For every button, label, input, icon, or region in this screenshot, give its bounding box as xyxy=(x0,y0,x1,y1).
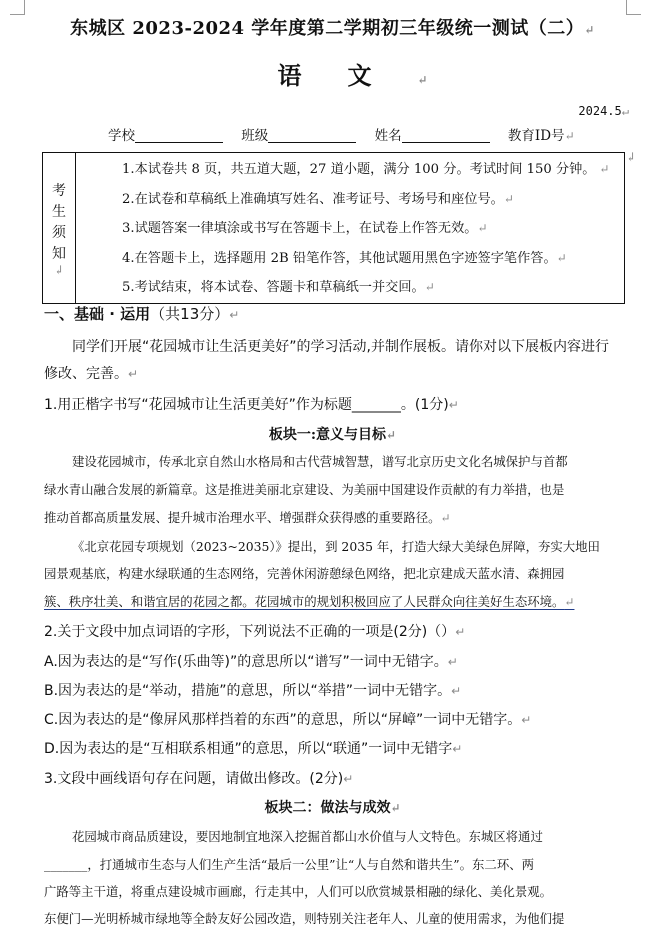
block1-paragraph-line: 建设花园城市，传承北京自然山水格局和古代营城智慧，谱写北京历史文化名城保护与首都 xyxy=(72,454,568,469)
name-field[interactable]: 姓名 xyxy=(375,124,490,144)
option-c: C.因为表达的是“像屏风那样挡着的东西”的意思，所以“屏嶂”一词中无错字。↵ xyxy=(44,712,532,728)
question-1: 1.用正楷字书写“花园城市让生活更美好”作为标题_______。(1分)↵ xyxy=(44,397,459,413)
student-info-fields xyxy=(108,124,575,144)
block1-paragraph-line: 推动首都高质量发展、提升城市治理水平、增强群众获得感的重要路径。↵ xyxy=(44,510,451,525)
notice-item: 1.本试卷共 8 页，共五道大题，27 道小题，满分 100 分。考试时间 150 分钟。 ↵ xyxy=(122,162,610,177)
block1-paragraph-line: 《北京花园专项规划（2023~2035）》提出，到 2035 年，打造大绿大美绿色屏障，夯实大地田 xyxy=(72,539,600,554)
block1-title: 板块一:意义与目标↵ xyxy=(268,427,397,443)
question-2: 2.关于文段中加点词语的字形，下列说法不正确的一项是(2分)（）↵ xyxy=(44,624,466,640)
intro-paragraph-cont: 修改、完善。↵ xyxy=(44,366,139,382)
block1-paragraph-line: 绿水青山融合发展的新篇章。这是推进美丽北京建设、为美丽中国建设作贡献的有力举措，也是 xyxy=(44,482,565,497)
notice-items xyxy=(76,153,625,304)
option-a: A.因为表达的是“写作(乐曲等)”的意思所以“谱写”一词中无错字。↵ xyxy=(44,654,458,670)
notice-item: 3.试题答案一律填涂或书写在答题卡上，在试卷上作答无效。↵ xyxy=(122,221,488,236)
exam-date: 2024.5↵ xyxy=(578,104,629,118)
notice-item: 4.在答题卡上，选择题用 2B 铅笔作答，其他试题用黑色字迹签字笔作答。↵ xyxy=(122,250,567,266)
option-b: B.因为表达的是“举动，措施”的意思，所以“举措”一词中无错字。↵ xyxy=(44,683,462,699)
block2-paragraph-line: 花园城市商品质建设，要因地制宜地深入挖掘首都山水价值与人文特色。东城区将通过 xyxy=(72,829,543,844)
page-corner-mark xyxy=(626,0,641,15)
exam-notice-table xyxy=(42,152,625,304)
subject-title: 语文↵ xyxy=(277,61,428,90)
block1-paragraph-line: 园景观基底，构建水绿联通的生态网络，完善休闲游憩绿色网络，把北京建成天蓝水清、森拥园 xyxy=(44,566,565,581)
option-d: D.因为表达的是“互相联系相通”的意思，所以“联通”一词中无错字↵ xyxy=(44,741,463,757)
page-corner-mark xyxy=(10,0,25,15)
underlined-sentence: 簇、秩序壮美、和谐宜居的花园之都。花园城市的规划积极回应了人民群众向往美好生态环境。↵ xyxy=(44,594,575,609)
class-field[interactable]: 班级 xyxy=(241,124,356,144)
block2-paragraph-line: _______，打通城市生态与人们生产生活“最后一公里”让“人与自然和谐共生”。东二环、两 xyxy=(44,857,534,872)
education-id-field[interactable]: 教育ID号↵ xyxy=(507,128,575,144)
block2-title: 板块二：做法与成效↵ xyxy=(264,800,401,816)
notice-item: 2.在试卷和草稿纸上准确填写姓名、准考证号、考场号和座位号。↵ xyxy=(122,191,514,207)
intro-paragraph: 同学们开展“花园城市让生活更美好”的学习活动,并制作展板。请你对以下展板内容进行 xyxy=(72,339,609,355)
block2-paragraph-line: 东便门—光明桥城市绿地等全龄友好公园改造，则特别关注老年人、儿童的使用需求，为他们提 xyxy=(44,911,565,926)
notice-side-label: 考 生 须 知 ↲ xyxy=(43,153,76,304)
exam-title: 东城区 2023-2024 学年度第二学期初三年级统一测试（二）↵ xyxy=(70,18,595,39)
school-field[interactable]: 学校 xyxy=(108,124,223,144)
notice-item: 5.考试结束，将本试卷、答题卡和草稿纸一并交回。↵ xyxy=(122,280,435,295)
section-heading: 一、基础 · 运用（共13分）↵ xyxy=(44,305,240,323)
cell-end-mark: ↲ xyxy=(626,150,637,164)
question-3: 3.文段中画线语句存在问题，请做出修改。(2分)↵ xyxy=(44,771,354,787)
block2-paragraph-line: 广路等主干道，将重点建设城市画廊，行走其中，人们可以欣赏城景相融的绿化、美化景观。 xyxy=(44,884,553,899)
